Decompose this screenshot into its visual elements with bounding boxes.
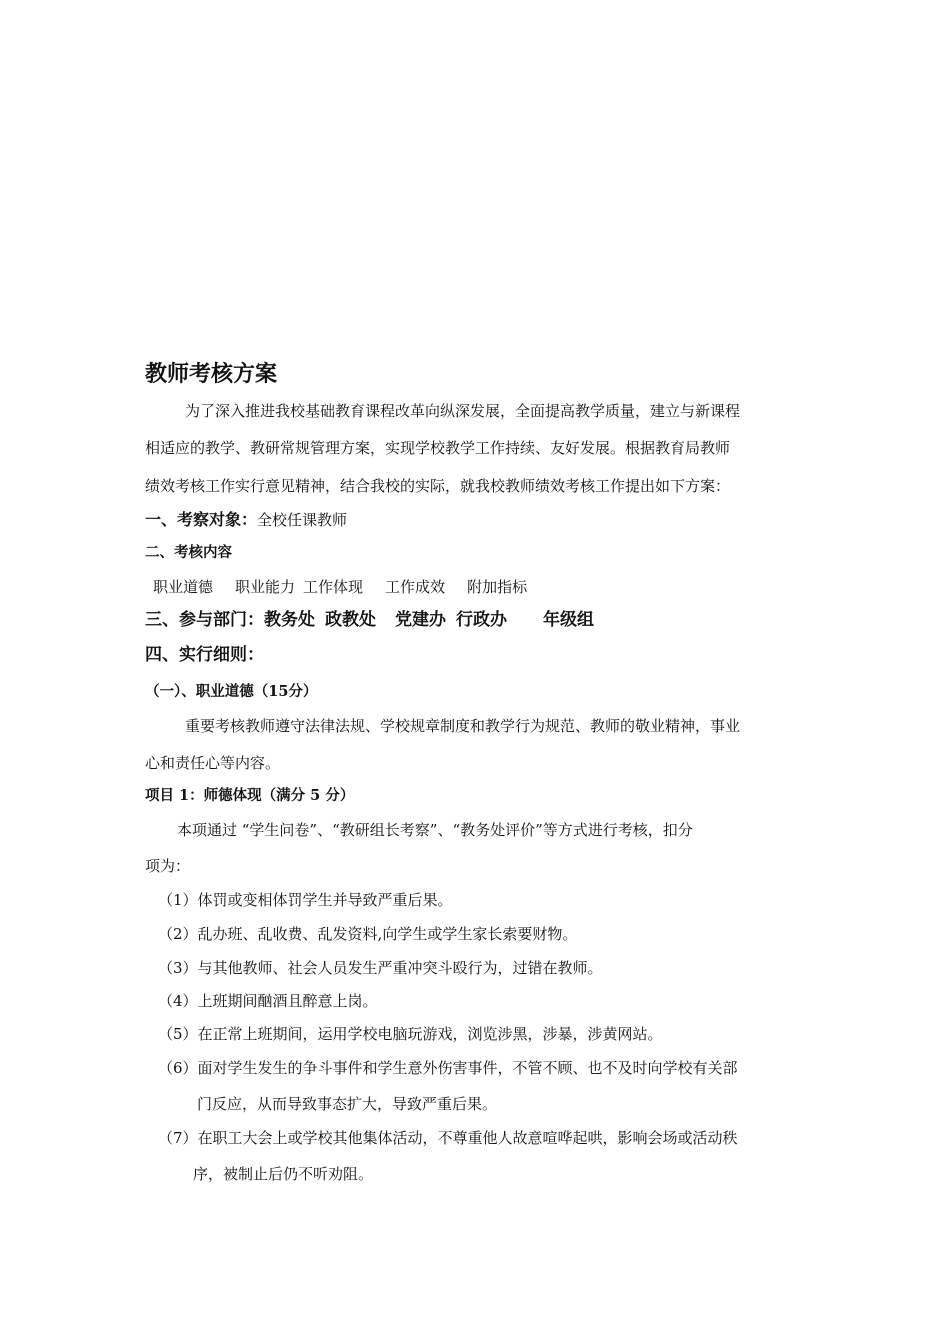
content-item: 附加指标 [467, 578, 528, 596]
item-1-text-1: 本项通过 “学生问卷”、“教研组长考察”、“教务处评价”等方式进行考核，扣分 [177, 821, 693, 839]
subsection-1-text-1: 重要考核教师遵守法律法规、学校规章制度和教学行为规范、教师的敬业精神，事业 [185, 717, 741, 735]
intro-line-1: 为了深入推进我校基础教育课程改革向纵深发展，全面提高教学质量，建立与新课程 [185, 402, 741, 420]
content-item: 工作成效 [385, 578, 446, 596]
list-item [158, 924, 577, 944]
department-item: 政教处 [325, 610, 376, 630]
department-item: 行政办 [456, 610, 507, 630]
list-item-number: （4） [158, 992, 198, 1010]
section-2-label: 二、考核内容 [145, 544, 232, 561]
list-item [158, 1058, 738, 1078]
department-item: 教务处 [264, 610, 315, 630]
subsection-1-text-2: 心和责任心等内容。 [145, 754, 281, 772]
list-item-number: （2） [158, 925, 198, 943]
list-item [158, 1024, 663, 1044]
list-item-number: （1） [158, 891, 198, 909]
list-item-text: 面对学生发生的争斗事件和学生意外伤害事件，不管不顾、也不及时向学校有关部 [197, 1059, 738, 1077]
section-1 [145, 510, 347, 530]
subsection-1-label: （一）、职业道德（15分） [145, 683, 318, 700]
item-1-label: 项目 1：师德体现（满分 5 分） [145, 787, 355, 804]
section-2-items [153, 577, 527, 597]
list-item-text: 体罚或变相体罚学生并导致严重后果。 [197, 891, 453, 909]
item-1-text-2: 项为： [145, 857, 191, 875]
list-item-text: 上班期间酗酒且醉意上岗。 [197, 992, 378, 1010]
page-title: 教师考核方案 [145, 361, 278, 387]
list-item [158, 991, 378, 1011]
section-1-value: 全校任课教师 [257, 511, 348, 529]
intro-line-2: 相适应的教学、教研常规管理方案，实现学校教学工作持续、友好发展。根据教育局教师 [145, 439, 731, 457]
section-4-label: 四、实行细则： [145, 645, 264, 665]
section-1-label: 一、考察对象： [145, 510, 258, 529]
section-3 [145, 610, 594, 630]
list-item-number: （6） [158, 1059, 198, 1077]
list-item-text: 与其他教师、社会人员发生严重冲突斗殴行为，过错在教师。 [197, 959, 603, 977]
content-item: 职业道德 [153, 578, 214, 596]
department-item: 年级组 [543, 610, 594, 630]
list-item-text: 乱办班、乱收费、乱发资料,向学生或学生家长索要财物。 [197, 925, 578, 943]
content-item: 职业能力 [235, 578, 296, 596]
list-item-text: 在职工大会上或学校其他集体活动，不尊重他人故意喧哗起哄，影响会场或活动秩 [197, 1129, 738, 1147]
list-item [158, 958, 603, 978]
intro-line-3: 绩效考核工作实行意见精神，结合我校的实际，就我校教师绩效考核工作提出如下方案： [145, 477, 731, 495]
list-item [158, 890, 453, 910]
list-item-number: （5） [158, 1025, 198, 1043]
department-item: 党建办 [395, 610, 446, 630]
list-item-continuation: 序，被制止后仍不听劝阻。 [193, 1165, 374, 1183]
list-item-number: （7） [158, 1129, 198, 1147]
list-item-text: 在正常上班期间，运用学校电脑玩游戏，浏览涉黑，涉暴，涉黄网站。 [197, 1025, 663, 1043]
list-item-number: （3） [158, 959, 198, 977]
list-item-continuation: 门反应，从而导致事态扩大，导致严重后果。 [197, 1095, 498, 1113]
content-item: 工作体现 [303, 578, 364, 596]
section-3-label: 三、参与部门： [145, 610, 264, 630]
list-item [158, 1128, 738, 1148]
